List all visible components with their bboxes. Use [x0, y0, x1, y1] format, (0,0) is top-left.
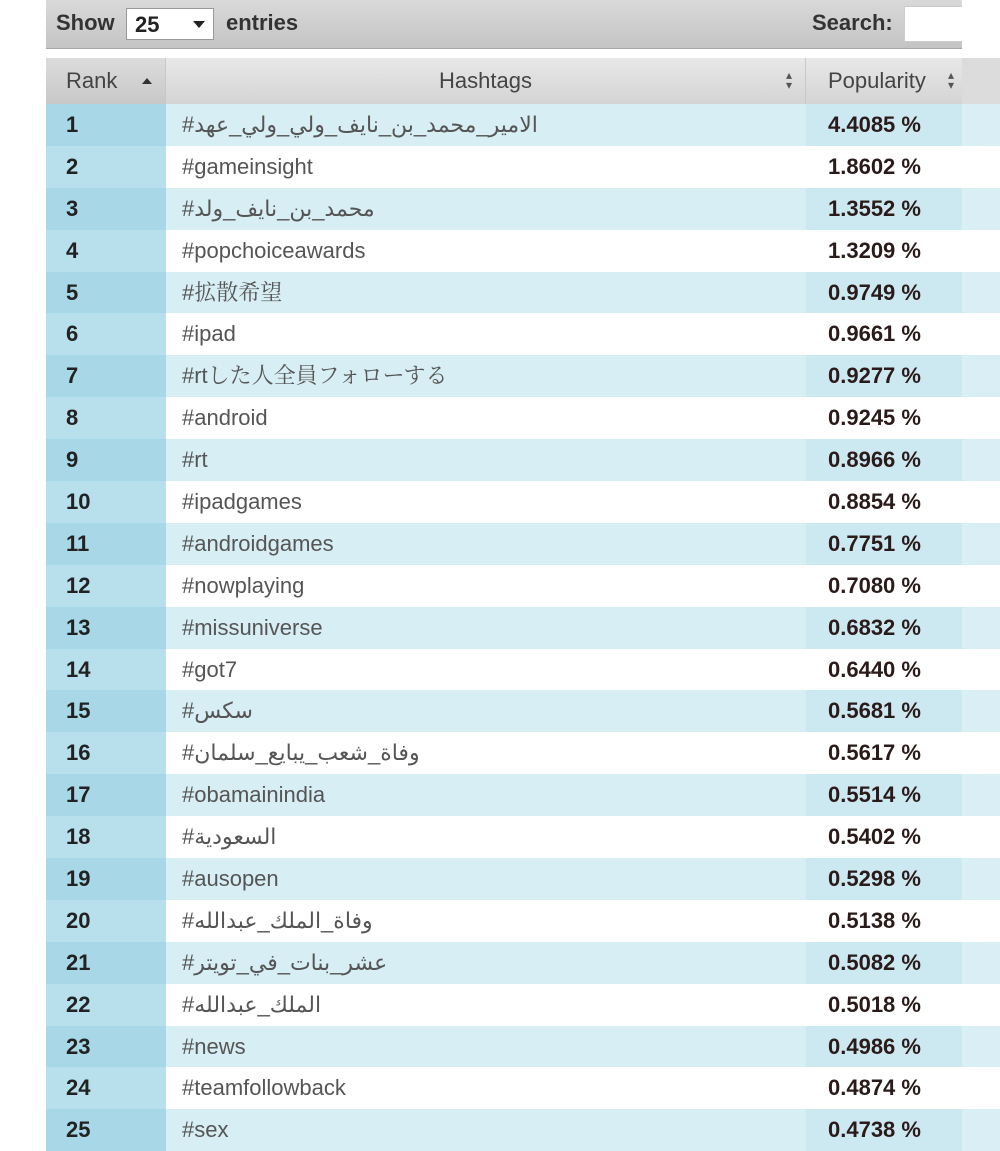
- hashtag-cell: #got7: [182, 656, 238, 682]
- rank-cell: 14: [46, 649, 166, 691]
- popularity-cell: 0.8966 %: [828, 447, 921, 473]
- table-row: [46, 481, 962, 523]
- popularity-column-header[interactable]: [806, 58, 962, 104]
- rank-cell: 11: [46, 523, 166, 565]
- rank-cell: 9: [46, 439, 166, 481]
- rank-cell: 2: [46, 146, 166, 188]
- table-body: [46, 104, 962, 1151]
- rank-column-header[interactable]: [46, 58, 166, 104]
- rank-cell: 12: [46, 565, 166, 607]
- right-stripe: [962, 481, 1000, 523]
- popularity-cell: 0.5018 %: [828, 991, 921, 1017]
- rank-cell: 1: [46, 104, 166, 146]
- popularity-cell: 1.8602 %: [828, 153, 921, 179]
- popularity-cell: 0.5138 %: [828, 907, 921, 933]
- hashtag-cell: #popchoiceawards: [182, 237, 366, 263]
- popularity-cell: 0.7080 %: [828, 572, 921, 598]
- table-row: [46, 230, 962, 272]
- rank-cell: 24: [46, 1067, 166, 1109]
- table-row: [46, 146, 962, 188]
- table-row: [46, 984, 962, 1026]
- table-row: [46, 607, 962, 649]
- rank-cell: 16: [46, 732, 166, 774]
- hashtag-cell: #nowplaying: [182, 572, 305, 598]
- hashtag-cell: #sex: [166, 1109, 806, 1151]
- hashtag-cell: #missuniverse: [166, 607, 806, 649]
- right-stripe: [962, 313, 1000, 355]
- hashtag-cell: #android: [182, 405, 268, 431]
- popularity-cell: 0.8854 %: [828, 489, 921, 515]
- table-row: [46, 1109, 962, 1151]
- popularity-cell: 0.5514 %: [828, 782, 921, 808]
- table-row: [46, 1067, 962, 1109]
- right-stripe: [962, 984, 1000, 1026]
- right-stripe: [962, 1109, 1000, 1151]
- hashtag-cell: #rtした人全員フォローする: [166, 355, 806, 397]
- sort-ascending-icon: [142, 78, 152, 84]
- rank-cell: 4: [46, 230, 166, 272]
- table-row: [46, 858, 962, 900]
- popularity-cell: 0.5298 %: [828, 866, 921, 892]
- entries-label: entries: [226, 10, 299, 35]
- table-header-row: [46, 58, 962, 106]
- entries-length-value: 25: [135, 12, 160, 37]
- sort-both-icon: ▴ ▾: [786, 68, 793, 92]
- table-row: [46, 565, 962, 607]
- popularity-cell: 0.9749 %: [828, 279, 921, 305]
- table-row: [46, 272, 962, 314]
- table-row: [46, 523, 962, 565]
- popularity-cell: 0.7751 %: [828, 530, 921, 556]
- right-stripe: [962, 690, 1000, 732]
- rank-cell: 20: [46, 900, 166, 942]
- rank-cell: 13: [46, 607, 166, 649]
- popularity-cell: 0.9245 %: [828, 405, 921, 431]
- table-row: [46, 732, 962, 774]
- search-label: Search:: [812, 10, 893, 35]
- popularity-cell: 0.4986 %: [828, 1033, 921, 1059]
- right-stripe: [962, 1026, 1000, 1068]
- table-row: [46, 313, 962, 355]
- table-row: [46, 104, 962, 146]
- right-stripe: [962, 523, 1000, 565]
- show-label: Show: [56, 10, 115, 35]
- right-stripe: [962, 1067, 1000, 1109]
- rank-cell: 3: [46, 188, 166, 230]
- sort-both-icon: ▴ ▾: [948, 68, 955, 92]
- hashtags-column-header[interactable]: [166, 58, 806, 104]
- popularity-cell: 0.5402 %: [828, 824, 921, 850]
- hashtag-cell: #news: [166, 1026, 806, 1068]
- right-header-stub: [962, 58, 1000, 104]
- table-row: [46, 774, 962, 816]
- rank-cell: 15: [46, 690, 166, 732]
- right-stripe: [962, 188, 1000, 230]
- hashtag-cell: #وفاة_الملك_عبدالله: [182, 907, 373, 933]
- popularity-cell: 4.4085 %: [828, 112, 921, 137]
- popularity-cell: 0.5617 %: [828, 740, 921, 766]
- popularity-cell: 0.4738 %: [828, 1117, 921, 1143]
- hashtags-header-label: Hashtags: [439, 68, 532, 93]
- rank-cell: 19: [46, 858, 166, 900]
- hashtag-cell: #obamainindia: [166, 774, 806, 816]
- rank-cell: 25: [46, 1109, 166, 1151]
- hashtag-cell: #الملك_عبدالله: [182, 991, 322, 1017]
- right-stripe: [962, 565, 1000, 607]
- popularity-cell: 1.3209 %: [828, 237, 921, 263]
- search-input[interactable]: [904, 6, 962, 42]
- table-row: [46, 900, 962, 942]
- popularity-cell: 1.3552 %: [828, 195, 921, 221]
- popularity-cell: 0.6440 %: [828, 656, 921, 682]
- rank-cell: 8: [46, 397, 166, 439]
- right-stripe: [962, 858, 1000, 900]
- rank-header-label: Rank: [66, 68, 118, 93]
- right-stripe: [962, 439, 1000, 481]
- rank-cell: 17: [46, 774, 166, 816]
- right-stripe: [962, 900, 1000, 942]
- hashtag-table-widget: [46, 0, 1000, 1142]
- chevron-down-icon: [193, 21, 205, 28]
- hashtag-cell: #gameinsight: [182, 153, 313, 179]
- right-stripe: [962, 774, 1000, 816]
- right-stripe: [962, 732, 1000, 774]
- hashtag-cell: #عشر_بنات_في_تويتر: [166, 942, 806, 984]
- table-row: [46, 690, 962, 732]
- right-stripe: [962, 355, 1000, 397]
- right-stripe: [962, 272, 1000, 314]
- hashtag-cell: #ipad: [182, 321, 236, 347]
- popularity-cell: 0.4874 %: [828, 1075, 921, 1101]
- hashtag-cell: #سكس: [166, 690, 806, 732]
- hashtag-cell: #وفاة_شعب_يبايع_سلمان: [182, 740, 420, 766]
- right-stripe: [962, 397, 1000, 439]
- hashtag-cell: #الامير_محمد_بن_نايف_ولي_ولي_عهد: [166, 104, 806, 146]
- rank-cell: 23: [46, 1026, 166, 1068]
- right-stripe: [962, 816, 1000, 858]
- hashtag-cell: #rt: [166, 439, 806, 481]
- right-edge-strip: [962, 58, 1000, 1142]
- table-row: [46, 942, 962, 984]
- popularity-cell: 0.5082 %: [828, 949, 921, 975]
- popularity-cell: 0.5681 %: [828, 698, 921, 724]
- table-row: [46, 649, 962, 691]
- table-toolbar: [46, 0, 962, 49]
- hashtag-cell: #teamfollowback: [182, 1075, 346, 1101]
- popularity-cell: 0.9277 %: [828, 363, 921, 389]
- hashtag-cell: #ausopen: [166, 858, 806, 900]
- table-row: [46, 816, 962, 858]
- popularity-cell: 0.6832 %: [828, 614, 921, 640]
- entries-length-select[interactable]: [126, 8, 214, 40]
- popularity-header-label: Popularity: [828, 68, 926, 93]
- hashtag-cell: #拡散希望: [166, 272, 806, 314]
- right-stripe: [962, 230, 1000, 272]
- rank-cell: 21: [46, 942, 166, 984]
- hashtag-cell: #السعودية: [182, 824, 277, 850]
- popularity-cell: 0.9661 %: [828, 321, 921, 347]
- right-stripe: [962, 649, 1000, 691]
- right-stripe: [962, 607, 1000, 649]
- table-row: [46, 188, 962, 230]
- table-row: [46, 439, 962, 481]
- rank-cell: 18: [46, 816, 166, 858]
- right-stripe: [962, 104, 1000, 146]
- table-row: [46, 397, 962, 439]
- table-row: [46, 355, 962, 397]
- rank-cell: 10: [46, 481, 166, 523]
- hashtag-cell: #ipadgames: [182, 489, 302, 515]
- rank-cell: 5: [46, 272, 166, 314]
- hashtag-cell: #محمد_بن_نايف_ولد: [166, 188, 806, 230]
- rank-cell: 6: [46, 313, 166, 355]
- rank-cell: 7: [46, 355, 166, 397]
- right-stripe: [962, 942, 1000, 984]
- hashtag-cell: #androidgames: [166, 523, 806, 565]
- table-row: [46, 1026, 962, 1068]
- right-stripe: [962, 146, 1000, 188]
- rank-cell: 22: [46, 984, 166, 1026]
